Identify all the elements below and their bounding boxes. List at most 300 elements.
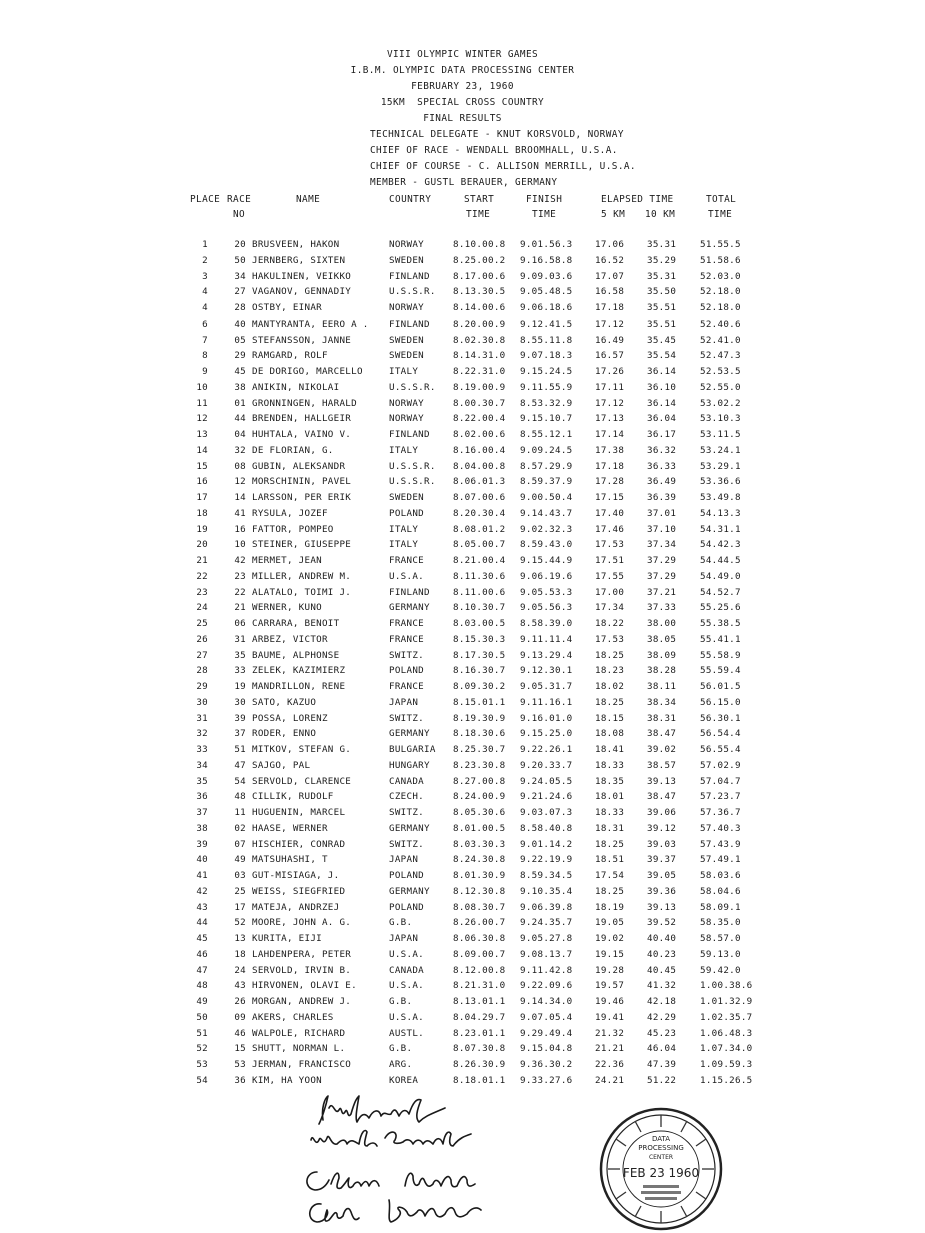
table-row [0,1026,925,1042]
table-row [0,427,925,443]
place-cell: 49 [196,996,208,1007]
start-time-cell: 8.23.01.1 [453,1027,506,1039]
athlete-name-cell: MANTYRANTA, EERO A . [252,318,369,330]
split-5km-cell: 24.21 [595,1074,625,1086]
finish-time-cell: 9.05.48.5 [520,286,573,298]
split-5km-cell: 17.54 [595,870,625,881]
place-cell: 37 [196,807,208,818]
finish-time-cell: 9.36.30.2 [520,1059,573,1070]
athlete-name-cell: CILLIK, RUDOLF [252,791,334,803]
total-time-cell: 56.01.5 [700,681,741,692]
place-cell: 15 [196,460,208,472]
table-row [0,1041,925,1057]
race-no-cell: 19 [234,681,246,692]
country-cell: SWITZ. [389,649,424,661]
total-time-cell: 55.41.1 [700,633,741,645]
race-no-cell: 45 [234,366,246,377]
place-cell: 50 [196,1011,208,1023]
country-cell: U.S.A. [389,980,424,992]
split-5km-cell: 17.55 [595,570,625,582]
athlete-name-cell: SAJGO, PAL [252,759,311,771]
athlete-name-cell: BRENDEN, HALLGEIR [252,413,352,425]
split-5km-cell: 17.13 [595,413,625,425]
country-cell: CANADA [389,964,424,976]
athlete-name-cell: MATSUHASHI, T [252,854,328,866]
place-cell: 40 [196,854,208,866]
place-cell: 7 [202,334,208,346]
athlete-name-cell: MANDRILLON, RENE [252,681,346,692]
country-cell: U.S.A. [389,1011,424,1023]
stamp-line-3: CENTER [648,1154,674,1161]
start-time-cell: 8.03.00.5 [453,618,506,629]
table-row [0,837,925,853]
total-time-cell: 52.40.6 [700,318,741,330]
split-10km-cell: 38.05 [647,633,677,645]
table-row [0,963,925,979]
table-row [0,616,925,632]
athlete-name-cell: FATTOR, POMPEO [252,523,334,535]
document-header [0,47,925,191]
place-cell: 27 [196,649,208,661]
split-10km-cell: 38.00 [647,618,677,629]
start-time-cell: 8.26.00.7 [453,917,506,929]
race-no-cell: 21 [234,602,246,614]
split-5km-cell: 17.11 [595,381,625,393]
split-10km-cell: 39.06 [647,807,677,818]
total-time-cell: 56.15.0 [700,696,741,708]
country-cell: POLAND [389,901,424,913]
finish-time-cell: 9.22.19.9 [520,854,573,866]
column-headers [0,192,925,224]
total-time-cell: 56.54.4 [700,728,741,740]
place-cell: 30 [196,696,208,708]
table-row [0,569,925,585]
race-no-cell: 42 [234,555,246,566]
place-cell: 31 [196,712,208,724]
athlete-name-cell: GUBIN, ALEKSANDR [252,460,346,472]
col-start: START [464,194,495,205]
place-cell: 13 [196,429,208,440]
split-5km-cell: 18.25 [595,885,625,897]
race-no-cell: 35 [234,649,246,661]
start-time-cell: 8.11.00.6 [453,586,506,598]
athlete-name-cell: MORSCHININ, PAVEL [252,476,352,488]
table-row [0,396,925,412]
event-date: FEBRUARY 23, 1960 [411,81,514,92]
country-cell: JAPAN [389,696,419,708]
athlete-name-cell: STEFANSSON, JANNE [252,334,352,346]
race-no-cell: 07 [234,838,246,850]
finish-time-cell: 9.24.35.7 [520,917,573,929]
table-row [0,758,925,774]
split-10km-cell: 39.52 [647,917,677,929]
athlete-name-cell: VAGANOV, GENNADIY [252,286,352,298]
table-row [0,726,925,742]
split-5km-cell: 18.31 [595,822,625,834]
split-10km-cell: 47.39 [647,1059,677,1070]
athlete-name-cell: SERVOLD, CLARENCE [252,775,352,787]
country-cell: FINLAND [389,586,430,598]
country-cell: SWEDEN [389,350,424,362]
start-time-cell: 8.27.00.8 [453,775,506,787]
athlete-name-cell: RAMGARD, ROLF [252,350,328,362]
start-time-cell: 8.24.00.9 [453,791,506,803]
split-10km-cell: 37.34 [647,539,677,551]
table-row [0,884,925,900]
split-10km-cell: 38.47 [647,791,677,803]
race-no-cell: 01 [234,397,246,409]
place-cell: 41 [196,870,208,881]
start-time-cell: 8.11.30.6 [453,570,506,582]
race-no-cell: 44 [234,413,246,425]
table-row [0,269,925,285]
finish-time-cell: 8.55.12.1 [520,429,573,440]
stamp-line-1: DATA [651,1135,671,1143]
table-row [0,253,925,269]
start-time-cell: 8.22.00.4 [453,413,506,425]
start-time-cell: 8.00.30.7 [453,397,506,409]
country-cell: FRANCE [389,618,424,629]
table-row [0,443,925,459]
total-time-cell: 59.42.0 [700,964,741,976]
total-time-cell: 53.10.3 [700,413,741,425]
country-cell: NORWAY [389,302,424,313]
split-10km-cell: 38.47 [647,728,677,740]
race-no-cell: 52 [234,917,246,929]
table-row [0,585,925,601]
finish-time-cell: 9.01.14.2 [520,838,573,850]
split-10km-cell: 42.18 [647,996,677,1007]
athlete-name-cell: POSSA, LORENZ [252,712,328,724]
total-time-cell: 55.58.9 [700,649,741,661]
finish-time-cell: 9.05.56.3 [520,602,573,614]
country-cell: ITALY [389,366,419,377]
split-5km-cell: 18.41 [595,744,625,755]
athlete-name-cell: JERMAN, FRANCISCO [252,1059,352,1070]
total-time-cell: 52.18.0 [700,286,741,298]
start-time-cell: 8.14.00.6 [453,302,506,313]
split-5km-cell: 19.28 [595,964,625,976]
start-time-cell: 8.10.00.8 [453,239,506,250]
split-5km-cell: 18.08 [595,728,625,740]
start-time-cell: 8.15.30.3 [453,633,506,645]
split-10km-cell: 35.50 [647,286,677,298]
finish-time-cell: 9.02.32.3 [520,523,573,535]
total-time-cell: 53.29.1 [700,460,741,472]
start-time-cell: 8.10.30.7 [453,602,506,614]
place-cell: 20 [196,539,208,551]
finish-time-cell: 9.24.05.5 [520,775,573,787]
place-cell: 14 [196,444,208,456]
country-cell: G.B. [389,1043,413,1055]
race-no-cell: 47 [234,759,246,771]
race-no-cell: 15 [234,1043,246,1055]
split-10km-cell: 37.21 [647,586,677,598]
total-time-cell: 57.02.9 [700,759,741,771]
place-cell: 36 [196,791,208,803]
split-10km-cell: 36.32 [647,444,677,456]
start-time-cell: 8.02.30.8 [453,334,506,346]
games-title: VIII OLYMPIC WINTER GAMES [386,49,539,60]
place-cell: 10 [196,381,208,393]
athlete-name-cell: ARBEZ, VICTOR [252,633,328,645]
split-5km-cell: 19.05 [595,917,625,929]
split-10km-cell: 39.05 [647,870,677,881]
start-time-cell: 8.04.00.8 [453,460,506,472]
athlete-name-cell: MITKOV, STEFAN G. [252,744,352,755]
split-5km-cell: 17.15 [595,492,625,503]
split-5km-cell: 19.15 [595,948,625,960]
total-time-cell: 52.53.5 [700,366,741,377]
col-5km: 5 KM [601,209,626,220]
place-cell: 17 [196,492,208,503]
athlete-name-cell: HAKULINEN, VEIKKO [252,270,352,282]
place-cell: 6 [202,318,208,330]
split-5km-cell: 17.53 [595,539,625,551]
split-5km-cell: 16.57 [595,350,625,362]
start-time-cell: 8.06.30.8 [453,933,506,944]
total-time-cell: 58.03.6 [700,870,741,881]
split-5km-cell: 18.01 [595,791,625,803]
center-name: I.B.M. OLYMPIC DATA PROCESSING CENTER [350,65,575,76]
finish-time-cell: 9.12.30.1 [520,665,573,677]
country-cell: SWEDEN [389,334,424,346]
athlete-name-cell: MILLER, ANDREW M. [252,570,352,582]
table-row [0,915,925,931]
finish-time-cell: 8.58.40.8 [520,822,573,834]
split-5km-cell: 18.23 [595,665,625,677]
race-no-cell: 11 [234,807,246,818]
total-time-cell: 54.49.0 [700,570,741,582]
athlete-name-cell: SATO, KAZUO [252,696,317,708]
official-signatures [295,1088,515,1227]
total-time-cell: 53.36.6 [700,476,741,488]
table-row [0,364,925,380]
race-no-cell: 38 [234,381,246,393]
place-cell: 48 [196,980,208,992]
place-cell: 9 [202,366,208,377]
total-time-cell: 1.02.35.7 [700,1011,753,1023]
split-5km-cell: 18.35 [595,775,625,787]
country-cell: CZECH. [389,791,424,803]
finish-time-cell: 9.11.42.8 [520,964,573,976]
signature-broomhall [311,1131,471,1147]
start-time-cell: 8.26.30.9 [453,1059,506,1070]
race-no-cell: 32 [234,444,246,456]
finish-time-cell: 9.15.44.9 [520,555,573,566]
place-cell: 11 [196,397,208,409]
race-no-cell: 13 [234,933,246,944]
split-10km-cell: 41.32 [647,980,677,992]
table-row [0,490,925,506]
finish-time-cell: 9.12.41.5 [520,318,573,330]
split-10km-cell: 36.04 [647,413,677,425]
finish-time-cell: 9.11.11.4 [520,633,573,645]
place-cell: 38 [196,822,208,834]
split-5km-cell: 17.18 [595,460,625,472]
split-10km-cell: 37.01 [647,507,677,519]
total-time-cell: 53.11.5 [700,429,741,440]
table-row [0,931,925,947]
race-no-cell: 48 [234,791,246,803]
split-10km-cell: 36.10 [647,381,677,393]
split-5km-cell: 19.46 [595,996,625,1007]
athlete-name-cell: HUGUENIN, MARCEL [252,807,346,818]
table-row [0,695,925,711]
split-10km-cell: 37.29 [647,555,677,566]
split-5km-cell: 18.33 [595,807,625,818]
split-10km-cell: 36.39 [647,492,677,503]
country-cell: U.S.S.R. [389,476,436,488]
country-cell: SWEDEN [389,254,424,266]
finish-time-cell: 9.33.27.6 [520,1074,573,1086]
race-no-cell: 04 [234,429,246,440]
split-10km-cell: 38.28 [647,665,677,677]
place-cell: 4 [202,286,208,298]
start-time-cell: 8.16.00.4 [453,444,506,456]
total-time-cell: 58.04.6 [700,885,741,897]
start-time-cell: 8.12.30.8 [453,885,506,897]
country-cell: G.B. [389,996,413,1007]
country-cell: JAPAN [389,933,419,944]
place-cell: 12 [196,413,208,425]
race-no-cell: 18 [234,948,246,960]
total-time-cell: 1.09.59.3 [700,1059,753,1070]
finish-time-cell: 9.10.35.4 [520,885,573,897]
split-5km-cell: 17.06 [595,239,625,250]
athlete-name-cell: MOORE, JOHN A. G. [252,917,352,929]
race-no-cell: 27 [234,286,246,298]
col-race: RACE [227,194,252,205]
table-row [0,459,925,475]
country-cell: GERMANY [389,885,430,897]
place-cell: 3 [202,270,208,282]
start-time-cell: 8.08.30.7 [453,901,506,913]
table-row [0,789,925,805]
place-cell: 21 [196,555,208,566]
table-row [0,868,925,884]
place-cell: 34 [196,759,208,771]
table-row [0,284,925,300]
finish-time-cell: 8.59.34.5 [520,870,573,881]
table-row [0,348,925,364]
table-row [0,821,925,837]
start-time-cell: 8.01.00.5 [453,822,506,834]
race-no-cell: 43 [234,980,246,992]
race-no-cell: 54 [234,775,246,787]
finish-time-cell: 9.14.34.0 [520,996,573,1007]
signature-berauer [310,1200,481,1222]
split-5km-cell: 22.36 [595,1059,625,1070]
country-cell: KOREA [389,1074,419,1086]
place-cell: 35 [196,775,208,787]
place-cell: 42 [196,885,208,897]
total-time-cell: 52.55.0 [700,381,741,393]
race-no-cell: 24 [234,964,246,976]
start-time-cell: 8.14.31.0 [453,350,506,362]
country-cell: ITALY [389,523,419,535]
split-10km-cell: 40.23 [647,948,677,960]
col-place: PLACE [190,194,221,205]
split-5km-cell: 17.34 [595,602,625,614]
split-10km-cell: 35.31 [647,270,677,282]
place-cell: 22 [196,570,208,582]
finish-time-cell: 8.53.32.9 [520,397,573,409]
table-row [0,978,925,994]
table-row [0,537,925,553]
athlete-name-cell: JERNBERG, SIXTEN [252,254,346,266]
split-10km-cell: 38.57 [647,759,677,771]
total-time-cell: 52.18.0 [700,302,741,313]
race-no-cell: 37 [234,728,246,740]
race-no-cell: 03 [234,870,246,881]
start-time-cell: 8.07.00.6 [453,492,506,503]
official-technical-delegate: TECHNICAL DELEGATE - KNUT KORSVOLD, NORWAY [370,129,624,140]
finish-time-cell: 9.07.18.3 [520,350,573,362]
total-time-cell: 57.23.7 [700,791,741,803]
stamp-line-2: PROCESSING [638,1144,684,1152]
table-row [0,805,925,821]
finish-time-cell: 9.09.03.6 [520,270,573,282]
place-cell: 16 [196,476,208,488]
split-5km-cell: 16.52 [595,254,625,266]
table-row [0,411,925,427]
total-time-cell: 52.41.0 [700,334,741,346]
athlete-name-cell: RYSULA, JOZEF [252,507,328,519]
athlete-name-cell: AKERS, CHARLES [252,1011,334,1023]
total-time-cell: 1.01.32.9 [700,996,753,1007]
finish-time-cell: 9.05.31.7 [520,681,573,692]
total-time-cell: 1.06.48.3 [700,1027,753,1039]
split-5km-cell: 18.25 [595,838,625,850]
split-5km-cell: 18.22 [595,618,625,629]
table-row [0,947,925,963]
race-no-cell: 16 [234,523,246,535]
split-10km-cell: 39.13 [647,775,677,787]
race-no-cell: 08 [234,460,246,472]
finish-time-cell: 9.07.05.4 [520,1011,573,1023]
total-time-cell: 54.42.3 [700,539,741,551]
athlete-name-cell: LAHDENPERA, PETER [252,948,352,960]
race-no-cell: 05 [234,334,246,346]
country-cell: SWITZ. [389,807,424,818]
split-5km-cell: 18.02 [595,681,625,692]
finish-time-cell: 9.22.09.6 [520,980,573,992]
start-time-cell: 8.23.30.8 [453,759,506,771]
race-no-cell: 40 [234,318,246,330]
place-cell: 43 [196,901,208,913]
race-no-cell: 25 [234,885,246,897]
start-time-cell: 8.02.00.6 [453,429,506,440]
athlete-name-cell: HAASE, WERNER [252,822,328,834]
split-10km-cell: 37.29 [647,570,677,582]
country-cell: U.S.S.R. [389,460,436,472]
finish-time-cell: 9.09.24.5 [520,444,573,456]
split-5km-cell: 19.02 [595,933,625,944]
country-cell: NORWAY [389,239,424,250]
start-time-cell: 8.06.01.3 [453,476,506,488]
athlete-name-cell: STEINER, GIUSEPPE [252,539,352,551]
athlete-name-cell: WEISS, SIEGFRIED [252,885,346,897]
start-time-cell: 8.12.00.8 [453,964,506,976]
place-cell: 18 [196,507,208,519]
country-cell: U.S.S.R. [389,381,436,393]
athlete-name-cell: MATEJA, ANDRZEJ [252,901,340,913]
total-time-cell: 56.30.1 [700,712,741,724]
split-10km-cell: 36.17 [647,429,677,440]
start-time-cell: 8.15.01.1 [453,696,506,708]
col-finish-time: TIME [532,209,557,220]
